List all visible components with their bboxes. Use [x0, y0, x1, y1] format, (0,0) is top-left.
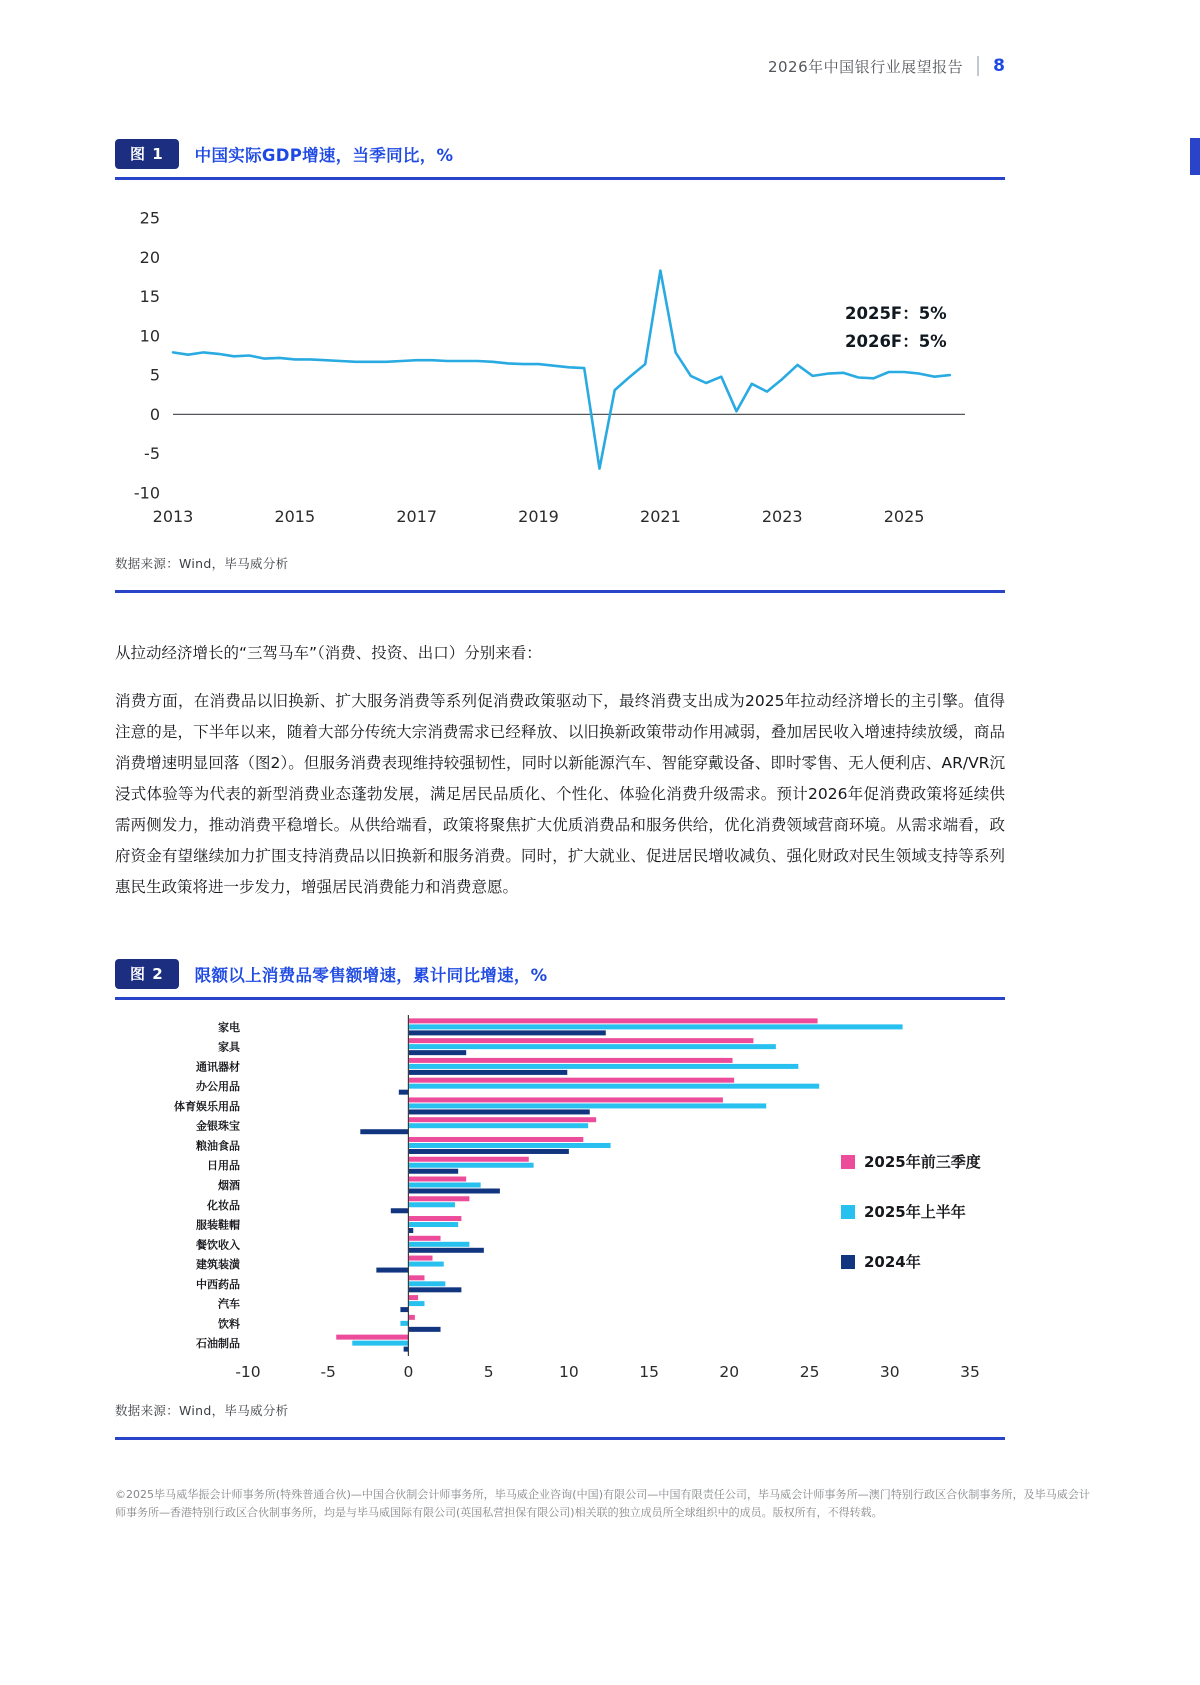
figure-2-bottom-rule	[115, 1437, 1005, 1440]
figure-1-bottom-rule	[115, 590, 1005, 593]
category-label: 体育娱乐用品	[174, 1099, 240, 1113]
category-label: 化妆品	[207, 1198, 240, 1212]
bar	[408, 1222, 458, 1227]
report-title: 2026年中国银行业展望报告	[767, 57, 964, 76]
y-tick-label: 25	[139, 208, 160, 228]
forecast-annotation: 2025F：5%	[845, 304, 947, 323]
bar	[408, 1030, 605, 1035]
x-tick-label: 15	[639, 1363, 659, 1381]
bar	[408, 1143, 610, 1148]
bar	[391, 1208, 409, 1213]
body-paragraph: 消费方面，在消费品以旧换新、扩大服务消费等系列促消费政策驱动下，最终消费支出成为2025年拉动经济增长的主引擎。值得注意的是，下半年以来，随着大部分传统大宗消费需求已经释放、以旧换新政策带动作用减弱，叠加居民收入增速持续放缓，商品消费增速明显回落（图2）。但服务消费表现维持较强韧性，同时以新能源汽车、智能穿戴设备、即时零售、无人便利店、AR/VR沉浸式体验等为代表的新型消费业态蓬勃发展，满足居民品质化、个性化、体验化消费升级需求。预计2026年促消费政策将延续供需两侧发力，推动消费平稳增长。从供给端看，政策将聚焦扩大优质消费品和服务供给，优化消费领域营商环境。从需求端看，政府资金有望继续加力扩围支持消费品以旧换新和服务消费。同时，扩大就业、促进居民增收减负、强化财政对民生领域支持等系列惠民生政策将进一步发力，增强居民消费能力和消费意愿。	[115, 692, 1005, 896]
y-tick-label: 5	[149, 365, 160, 385]
bar	[408, 1137, 583, 1142]
figure-1-source: 数据来源：Wind，毕马威分析	[115, 556, 289, 571]
footer-copyright: ©2025毕马威华振会计师事务所(特殊普通合伙)—中国合伙制会计师事务所，毕马威企业咨询(中国)有限公司—中国有限责任公司，毕马威会计师事务所—澳门特别行政区合伙制事务所，及毕马威会计师事务所—香港特别行政区合伙制事务所，均是与毕马威国际有限公司(英国私营担保有限公司)相关联的独立成员所全球组织中的成员。版权所有，不得转载。	[115, 1488, 1090, 1519]
bar	[408, 1183, 480, 1188]
y-tick-label: 10	[139, 326, 160, 346]
x-tick-label: 2015	[274, 507, 316, 526]
figure-1-title: 中国实际GDP增速，当季同比，%	[194, 146, 454, 165]
bar	[408, 1044, 775, 1049]
category-label: 餐饮收入	[196, 1238, 240, 1252]
legend-swatch	[841, 1205, 855, 1219]
bar	[404, 1347, 409, 1352]
x-tick-label: 20	[719, 1363, 740, 1381]
bar	[408, 1169, 458, 1174]
figure-2-header	[115, 958, 1005, 990]
bar	[352, 1341, 408, 1346]
bar	[408, 1196, 469, 1201]
bar	[408, 1078, 734, 1083]
bar	[360, 1129, 408, 1134]
bar	[408, 1202, 455, 1207]
page-number: 8	[993, 56, 1005, 76]
gdp-chart-svg	[115, 193, 1005, 538]
x-tick-label: 2017	[396, 507, 438, 526]
category-label: 办公用品	[196, 1080, 240, 1094]
bar	[408, 1287, 461, 1292]
y-tick-label: 20	[139, 247, 160, 267]
x-tick-label: 2021	[640, 507, 681, 526]
bar	[408, 1262, 443, 1267]
y-tick-label: -10	[133, 483, 160, 503]
category-label: 金银珠宝	[196, 1119, 240, 1133]
category-label: 服装鞋帽	[196, 1218, 240, 1232]
figure-2-block	[115, 958, 1005, 1440]
category-label: 粮油食品	[196, 1139, 240, 1153]
bar	[408, 1248, 483, 1253]
bar	[400, 1321, 408, 1326]
bar	[336, 1335, 408, 1340]
bar	[408, 1163, 533, 1168]
x-tick-label: 2023	[761, 507, 803, 526]
legend-swatch	[841, 1255, 855, 1269]
header-divider	[977, 56, 979, 76]
page-header	[115, 53, 1005, 79]
figure-1-header	[115, 138, 1005, 170]
bar	[408, 1236, 440, 1241]
category-label: 石油制品	[196, 1337, 240, 1351]
bar	[408, 1038, 753, 1043]
figure-2-source: 数据来源：Wind，毕马威分析	[115, 1403, 289, 1418]
bar	[408, 1117, 596, 1122]
category-label: 日用品	[207, 1159, 240, 1173]
category-label: 饮料	[218, 1317, 240, 1331]
legend-swatch	[841, 1155, 855, 1169]
figure-1-badge: 图 1	[115, 139, 179, 169]
bar	[399, 1090, 409, 1095]
forecast-annotation: 2026F：5%	[845, 332, 947, 351]
category-label: 家具	[218, 1040, 240, 1054]
bar	[408, 1216, 461, 1221]
bar	[408, 1228, 413, 1233]
legend-label: 2025年上半年	[864, 1203, 966, 1221]
category-label: 汽车	[218, 1297, 240, 1311]
bar	[408, 1070, 567, 1075]
bar	[408, 1103, 766, 1108]
x-tick-label: 0	[403, 1363, 414, 1381]
bar	[408, 1301, 424, 1306]
x-tick-label: 2025	[883, 507, 925, 526]
y-tick-label: 15	[139, 287, 160, 307]
figure-1-block	[115, 138, 1005, 593]
x-tick-label: 35	[960, 1363, 980, 1381]
bar	[408, 1024, 902, 1029]
x-tick-label: 10	[559, 1363, 579, 1381]
gdp-line-chart	[115, 193, 1005, 542]
legend-label: 2024年	[864, 1253, 921, 1271]
bar	[408, 1189, 499, 1194]
category-label: 烟酒	[218, 1179, 240, 1192]
category-label: 家电	[218, 1020, 240, 1034]
retail-bar-chart	[115, 1013, 1005, 1389]
bar	[408, 1157, 528, 1162]
y-tick-label: -5	[144, 444, 160, 464]
page-edge-accent-bar	[1190, 138, 1200, 175]
bar	[408, 1064, 798, 1069]
bar	[408, 1242, 469, 1247]
category-label: 中西药品	[196, 1277, 240, 1291]
legend-label: 2025年前三季度	[864, 1153, 981, 1171]
x-tick-label: -10	[235, 1363, 261, 1381]
bar	[400, 1307, 408, 1312]
retail-chart-svg	[115, 1013, 1005, 1385]
bar	[408, 1295, 418, 1300]
y-tick-label: 0	[149, 404, 160, 424]
figure-2-badge: 图 2	[115, 959, 179, 989]
x-tick-label: -5	[320, 1363, 336, 1381]
category-label: 建筑装潢	[196, 1258, 240, 1272]
bar	[408, 1149, 568, 1154]
x-tick-label: 2019	[518, 507, 559, 526]
x-tick-label: 25	[799, 1363, 820, 1381]
x-tick-label: 2013	[152, 507, 194, 526]
bar	[408, 1275, 424, 1280]
bar	[408, 1177, 466, 1182]
bar	[408, 1327, 440, 1332]
bar	[408, 1109, 589, 1114]
bar	[408, 1050, 466, 1055]
bar	[376, 1268, 408, 1273]
bar	[408, 1097, 722, 1102]
figure-2-title: 限额以上消费品零售额增速，累计同比增速，%	[194, 966, 548, 985]
bar	[408, 1123, 588, 1128]
bar	[408, 1256, 432, 1261]
bar	[408, 1058, 732, 1063]
figure-1-title-rule	[115, 177, 1005, 180]
bar	[408, 1018, 817, 1023]
body-intro-line: 从拉动经济增长的“三驾马车”（消费、投资、出口）分别来看：	[115, 644, 542, 662]
bar	[408, 1084, 819, 1089]
x-tick-label: 5	[483, 1363, 494, 1381]
bar	[408, 1281, 445, 1286]
gdp-line-series	[173, 271, 950, 469]
category-label: 通讯器材	[196, 1060, 240, 1074]
bar	[408, 1315, 414, 1320]
x-tick-label: 30	[879, 1363, 900, 1381]
figure-2-title-rule	[115, 997, 1005, 1000]
